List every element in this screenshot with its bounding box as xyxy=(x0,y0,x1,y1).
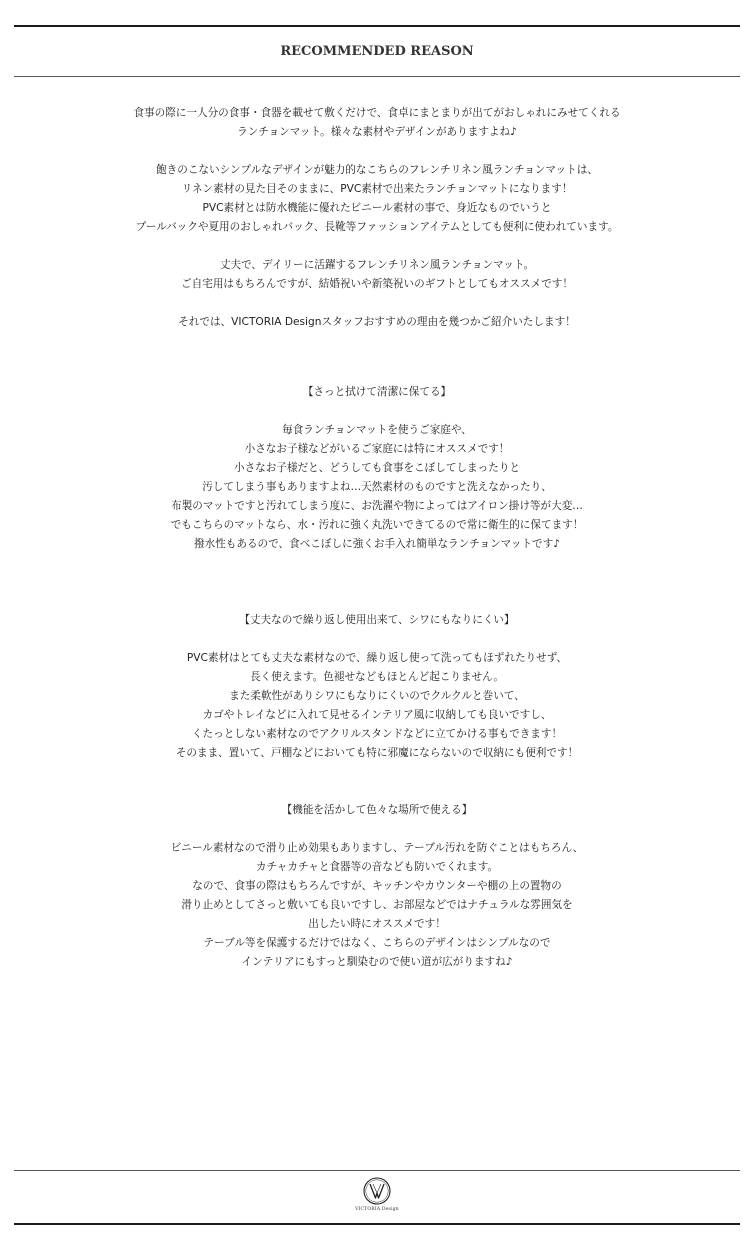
text-line: 丈夫で、デイリーに活躍するフレンチリネン風ランチョンマット。 xyxy=(219,259,535,271)
text-line: ビニール素材なので滑り止め効果もありますし、テーブル汚れを防ぐことはもちろん、 xyxy=(170,842,584,854)
text-line: 毎食ランチョンマットを使うご家庭や、 xyxy=(282,424,472,436)
page-title: RECOMMENDED REASON xyxy=(280,44,474,59)
text-line: そのまま、置いて、戸棚などにおいても特に邪魔にならないので収納にも便利です！ xyxy=(175,747,579,759)
intro-paragraph-3 xyxy=(14,256,740,294)
text-line: PVC素材はとても丈夫な素材なので、繰り返し使って洗ってもほずれたりせず、 xyxy=(186,652,568,664)
text-line: テーブル等を保護するだけではなく、こちらのデザインはシンプルなので xyxy=(203,937,551,949)
text-line: 布製のマットですと汚れてしまう度に、お洗濯や物によってはアイロン掛け等が大変… xyxy=(171,500,583,512)
text-line: プールバックや夏用のおしゃれバック、長靴等ファッションアイテムとしても便利に使われています。 xyxy=(135,221,619,233)
intro-paragraph-2 xyxy=(14,161,740,237)
footer-logo xyxy=(0,1174,754,1212)
text-line: 出したい時にオススメです！ xyxy=(308,918,446,930)
text-line: また柔軟性がありシワにもなりにくいのでクルクルと巻いて、 xyxy=(229,690,525,702)
text-line: 食事の際に一人分の食事・食器を載せて敷くだけで、食卓にまとまりが出てがおしゃれにみせてくれる xyxy=(133,107,621,119)
intro-paragraph-4 xyxy=(14,313,740,332)
text-line: ランチョンマット。様々な素材やデザインがありますよね♪ xyxy=(237,126,517,138)
text-line: カチャカチャと食器等の音なども防いでくれます。 xyxy=(255,861,499,873)
text-line: カゴやトレイなどに入れて見せるインテリア風に収納しても良いですし、 xyxy=(202,709,552,721)
text-line: 飽きのこないシンプルなデザインが魅力的なこちらのフレンチリネン風ランチョンマットは、 xyxy=(156,164,598,176)
text-line: 滑り止めとしてさっと敷いても良いですし、お部屋などではナチュラルな雰囲気を xyxy=(181,899,573,911)
text-line: くたっとしない素材なのでアクリルスタンドなどに立てかける事もできます！ xyxy=(191,728,563,740)
section-title: 【丈夫なので繰り返し使用出来て、シワにもなりにくい】 xyxy=(239,614,515,626)
text-line: PVC素材とは防水機能に優れたビニール素材の事で、身近なものでいうと xyxy=(202,202,552,214)
bottom-rule xyxy=(14,1223,740,1225)
section-body xyxy=(14,649,740,763)
text-line: リネン素材の見た目そのままに、PVC素材で出来たランチョンマットになります！ xyxy=(181,183,573,195)
text-line: 小さなお子様などがいるご家庭には特にオススメです！ xyxy=(244,443,510,455)
victoria-monogram-icon xyxy=(362,1176,392,1206)
text-line: 撥水性もあるので、食べこぼしに強くお手入れ簡単なランチョンマットです♪ xyxy=(194,538,560,550)
text-line: ご自宅用はもちろんですが、結婚祝いや新築祝いのギフトとしてもオススメです！ xyxy=(181,278,573,290)
section-body xyxy=(14,421,740,554)
text-line: インテリアにもすっと馴染むので使い道が広がりますね♪ xyxy=(241,956,513,968)
text-line: なので、食事の際はもちろんですが、キッチンやカウンターや棚の上の置物の xyxy=(192,880,562,892)
text-line: でもこちらのマットなら、水・汚れに強く丸洗いできてるので常に衛生的に保てます！ xyxy=(170,519,584,531)
text-line: それでは、VICTORIA Designスタッフおすすめの理由を幾つかご紹介いたします！ xyxy=(178,316,576,328)
text-line: 汚してしまう事もありますよね…天然素材のものですと洗えなかったり、 xyxy=(202,481,552,493)
section-title: 【さっと拭けて清潔に保てる】 xyxy=(302,386,452,398)
article-body xyxy=(14,104,740,991)
section-body xyxy=(14,839,740,972)
section-title: 【機能を活かして色々な場所で使える】 xyxy=(281,804,473,816)
text-line: 長く使えます。色褪せなどもほとんど起こりません。 xyxy=(249,671,505,683)
title-rule xyxy=(14,76,740,77)
logo-wordmark: VICTORIA Design xyxy=(355,1207,399,1212)
intro-paragraph-1 xyxy=(14,104,740,142)
text-line: 小さなお子様だと、どうしても食事をこぼしてしまったりと xyxy=(233,462,521,474)
footer-rule xyxy=(14,1170,740,1171)
